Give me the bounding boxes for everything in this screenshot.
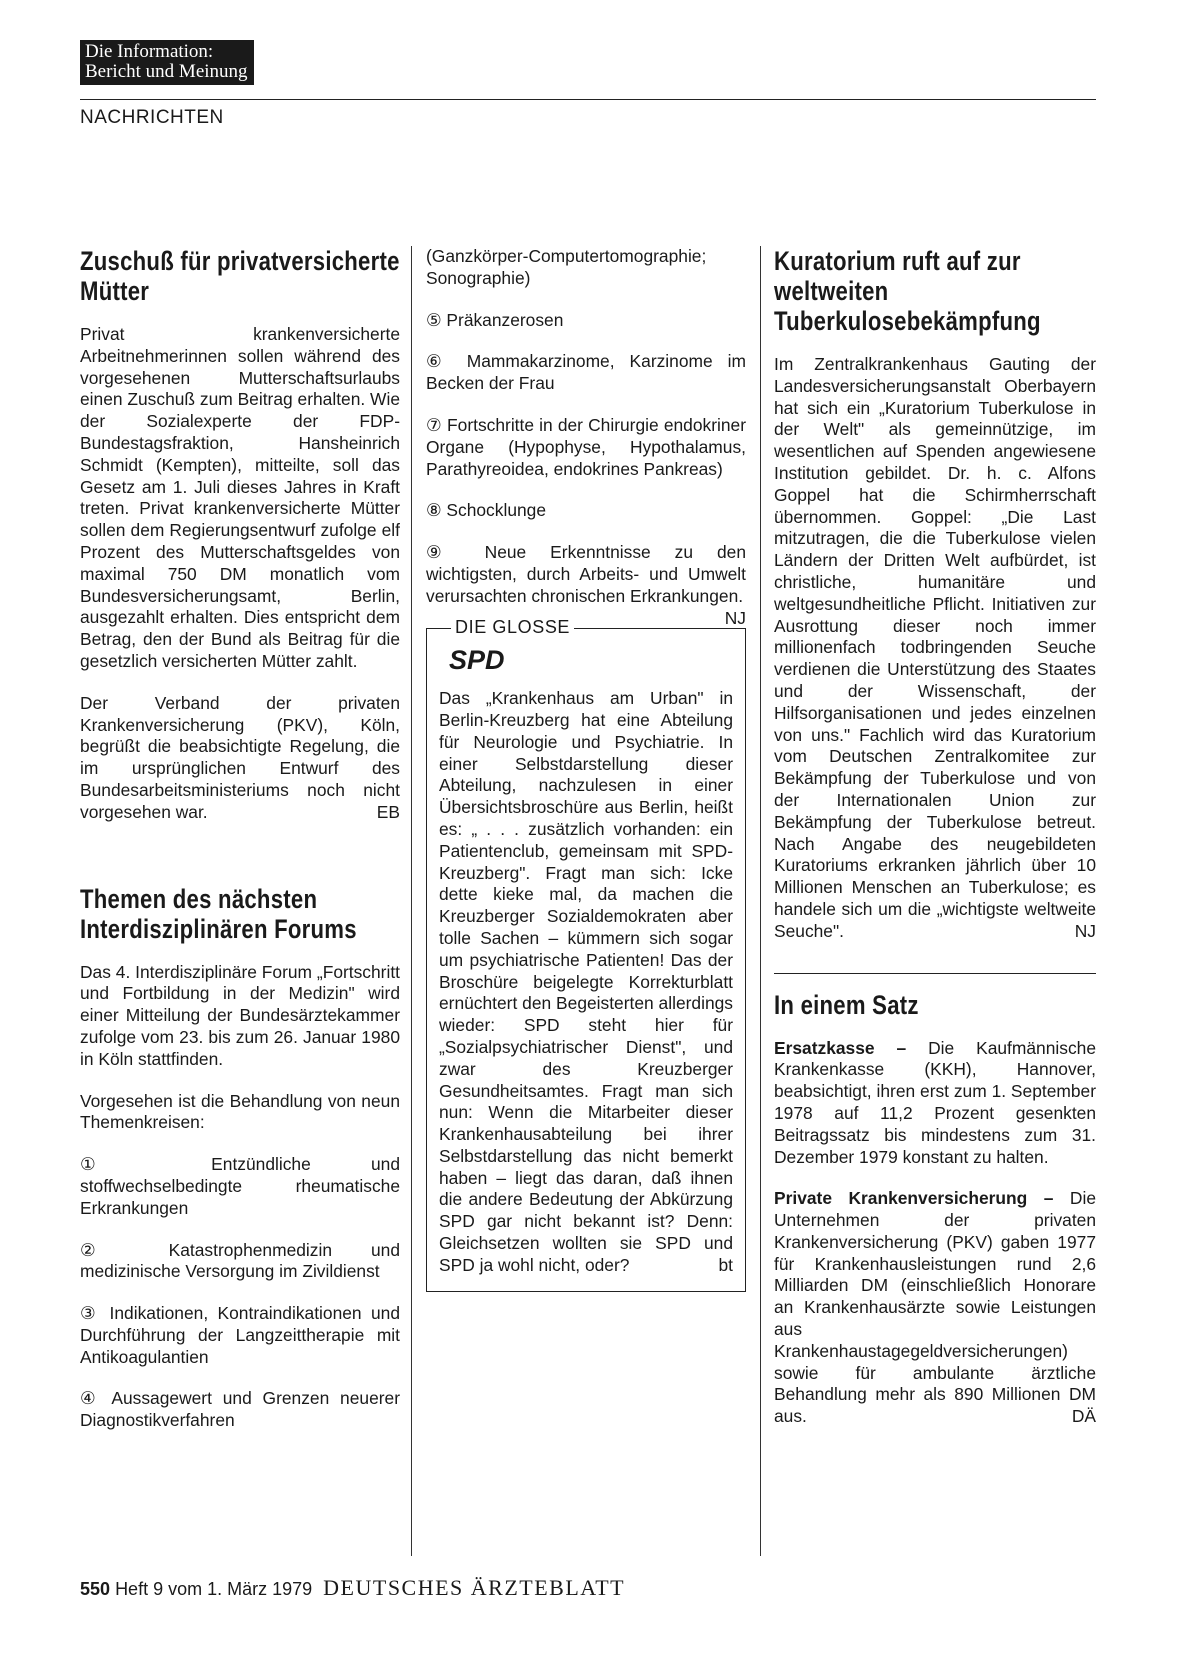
article-text: Der Verband der privaten Krankenversicherung (PKV), Köln, begrüßt die beabsichtigte Regelung, die im ursprünglichen Entwurf des Bundesarbeitsministeriums noch nicht vorgesehen war. — [80, 692, 400, 822]
section-title-in-einem-satz: In einem Satz — [774, 989, 919, 1020]
topic-item: ① Entzündliche und stoffwechselbedingte rheumatische Erkrankungen — [80, 1154, 400, 1218]
topic-item: ⑤ Präkanzerosen — [426, 309, 564, 330]
brief-item — [774, 1188, 1096, 1428]
topic-item: ⑧ Schocklunge — [426, 500, 547, 521]
article-text: Im Zentralkrankenhaus Gauting der Landesversicherungsanstalt Oberbayern hat sich ein „Kuratorium Tuberkulose in der Welt" als gemeinnützige, im wesentlichen auf Spenden angewiesene Institution gebildet. Dr. h. c. Alfons Goppel hat die Schirmherrschaft übernommen. Goppel: „Die Last mitzutragen, die die Tuberkulose vielen Ländern der Dritten Welt aufbürdet, ist christliche, humanitäre und weltgesundheitliche Pflicht. Initiativen zur Ausrottung dieser noch immer millionenfach todbringenden Seuche verdienen die Unterstützung des Staates und der Wissenschaft, der Hilfsorganisationen und jedes einzelnen von uns." Fachlich wird das Kuratorium vom Deutschen Zentralkomitee zur Bekämpfung der Tuberkulose und von der Internationalen Union zur Bekämpfung der Tuberkulose betreut. Nach Angabe des neugebildeten Kuratoriums erkranken jährlich über 10 Millionen Menschen an Tuberkulose; es handele sich um die „wichtigste weltweite Seuche". — [774, 354, 1096, 941]
brief-lead: Ersatzkasse – — [774, 1037, 907, 1058]
glosse-body: Das „Krankenhaus am Urban" in Berlin-Kreuzberg hat eine Abteilung für Neurologie und Psychiatrie. In einer Selbstdarstellung dieser Abteilung, nachzulesen in einer Übersichtsbroschüre aus Berlin, heißt es: „ . . . zusätzlich vorhanden: ein Patientenclub, gemeinsam mit SPD-Kreuzberg". Fragt man sich: Icke dette kieke mal, da machen die Kreuzberger Sozialdemokraten aber tolle Sachen – kümmern sich sogar um psychiatrische Patienten! Das der Broschüre beigelegte Korrekturblatt ernüchtert den Begeisterten allerdings wieder: SPD steht hier für „Sozialpsychiatrischer Dienst", und zwar des Kreuzberger Gesundheitsamtes. Fragt man sich nun: Wenn die Mitarbeiter dieser Krankenhausabteilung bei ihrer Selbstdarstellung das nicht bemerkt haben – liegt das daran, daß ihnen die andere Bedeutung der Abkürzung SPD gar nicht bekannt ist? Denn: Gleichsetzen wollten sie SPD und SPD ja wohl nicht, oder? — [439, 688, 733, 1275]
publication-name: DEUTSCHES ÄRZTEBLATT — [323, 1575, 626, 1600]
column-3 — [774, 246, 1096, 1448]
column-2 — [426, 246, 746, 1292]
article-title-zuschuss: Zuschuß für privatversicherte Mütter — [80, 246, 400, 306]
column-divider-1 — [411, 246, 412, 1556]
topic-item: (Ganzkörper-Computertomographie; Sonographie) — [426, 246, 707, 288]
page-footer — [80, 1575, 625, 1601]
topic-item: ③ Indikationen, Kontraindikationen und Durchführung der Langzeittherapie mit Antikoagulantien — [80, 1303, 400, 1367]
article-paragraph — [774, 354, 1096, 943]
glosse-text — [439, 688, 733, 1277]
article-paragraph: Vorgesehen ist die Behandlung von neun Themenkreisen: — [80, 1090, 400, 1133]
author-initials: NJ — [724, 607, 746, 628]
page-number: 550 — [80, 1579, 111, 1599]
brief-text: Die Kaufmännische Krankenkasse (KKH), Hannover, beabsichtigt, ihren erst zum 1. September 1978 auf 11,2 Prozent gesenkten Beitragssatz bis mindestens zum 31. Dezember 1979 konstant zu halten. — [774, 1037, 1096, 1167]
section-rule — [774, 973, 1096, 974]
glosse-title: SPD — [449, 645, 505, 676]
article-title-kuratorium: Kuratorium ruft auf zur weltweiten Tuberkulosebekämpfung — [774, 246, 1041, 336]
header-rule — [80, 99, 1096, 100]
glosse-label: DIE GLOSSE — [451, 617, 574, 639]
topic-item: ② Katastrophenmedizin und medizinische Versorgung im Zivildienst — [80, 1239, 400, 1282]
column-divider-2 — [760, 246, 761, 1556]
issue-info: Heft 9 vom 1. März 1979 — [115, 1579, 313, 1599]
author-initials: NJ — [1074, 920, 1096, 941]
article-paragraph: Privat krankenversicherte Arbeitnehmerinnen sollen während des vorgesehenen Mutterschaftsurlaubs einen Zuschuß zum Beitrag erhalten. Wie der Sozialexperte der FDP-Bundestagsfraktion, Hansheinrich Schmidt (Kempten), mitteilte, soll das Gesetz am 1. Juli dieses Jahres in Kraft treten. Privat krankenversicherte Mütter sollen dem Regierungsentwurf zufolge elf Prozent des Mutterschaftsgeldes von maximal 750 DM monatlich vom Bundesversicherungsamt, Berlin, ausgezahlt erhalten. Dies entspricht dem Betrag, den der Bund als Beitrag für die gesetzlich versicherten Mütter zahlt. — [80, 324, 400, 671]
topic-item: ⑦ Fortschritte in der Chirurgie endokriner Organe (Hypophyse, Hypothalamus, Parathyreoidea, endokrines Pankreas) — [426, 414, 746, 479]
brief-lead: Private Krankenversicherung – — [774, 1188, 1054, 1209]
article-paragraph — [80, 693, 400, 824]
column-1 — [80, 246, 400, 1452]
brief-item — [774, 1038, 1096, 1169]
article-title-forum: Themen des nächsten Interdisziplinären Forums — [80, 883, 357, 944]
author-initials: bt — [718, 1254, 733, 1275]
author-initials: DÄ — [1071, 1406, 1096, 1427]
masthead-line-2: Bericht und Meinung — [85, 61, 248, 82]
topic-item: ④ Aussagewert und Grenzen neuerer Diagnostikverfahren — [80, 1388, 400, 1431]
section-label: NACHRICHTEN — [80, 107, 224, 128]
article-paragraph: Das 4. Interdisziplinäre Forum „Fortschritt und Fortbildung in der Medizin" wird einer Mitteilung der Bundesärztekammer zufolge vom 23. bis zum 26. Januar 1980 in Köln stattfinden. — [80, 961, 400, 1069]
topic-item: ⑥ Mammakarzinome, Karzinome im Becken der Frau — [426, 351, 746, 394]
masthead — [80, 40, 254, 85]
brief-text: Die Unternehmen der privaten Krankenversicherung (PKV) gaben 1977 für Krankenhausleistungen rund 2,6 Milliarden DM (einschließlich Honorare an Krankenhausärzte sowie Leistungen aus Krankenhaustagegeldversicherungen) sowie für ambulante ärztliche Behandlung mehr als 890 Millionen DM aus. — [774, 1188, 1096, 1427]
spacer — [80, 844, 400, 884]
author-initials: EB — [376, 801, 400, 822]
masthead-line-1: Die Information: — [85, 41, 214, 62]
topic-text: ⑨ Neue Erkenntnisse zu den wichtigsten, durch Arbeits- und Umwelt verursachten chronischen Erkrankungen. — [426, 542, 746, 606]
